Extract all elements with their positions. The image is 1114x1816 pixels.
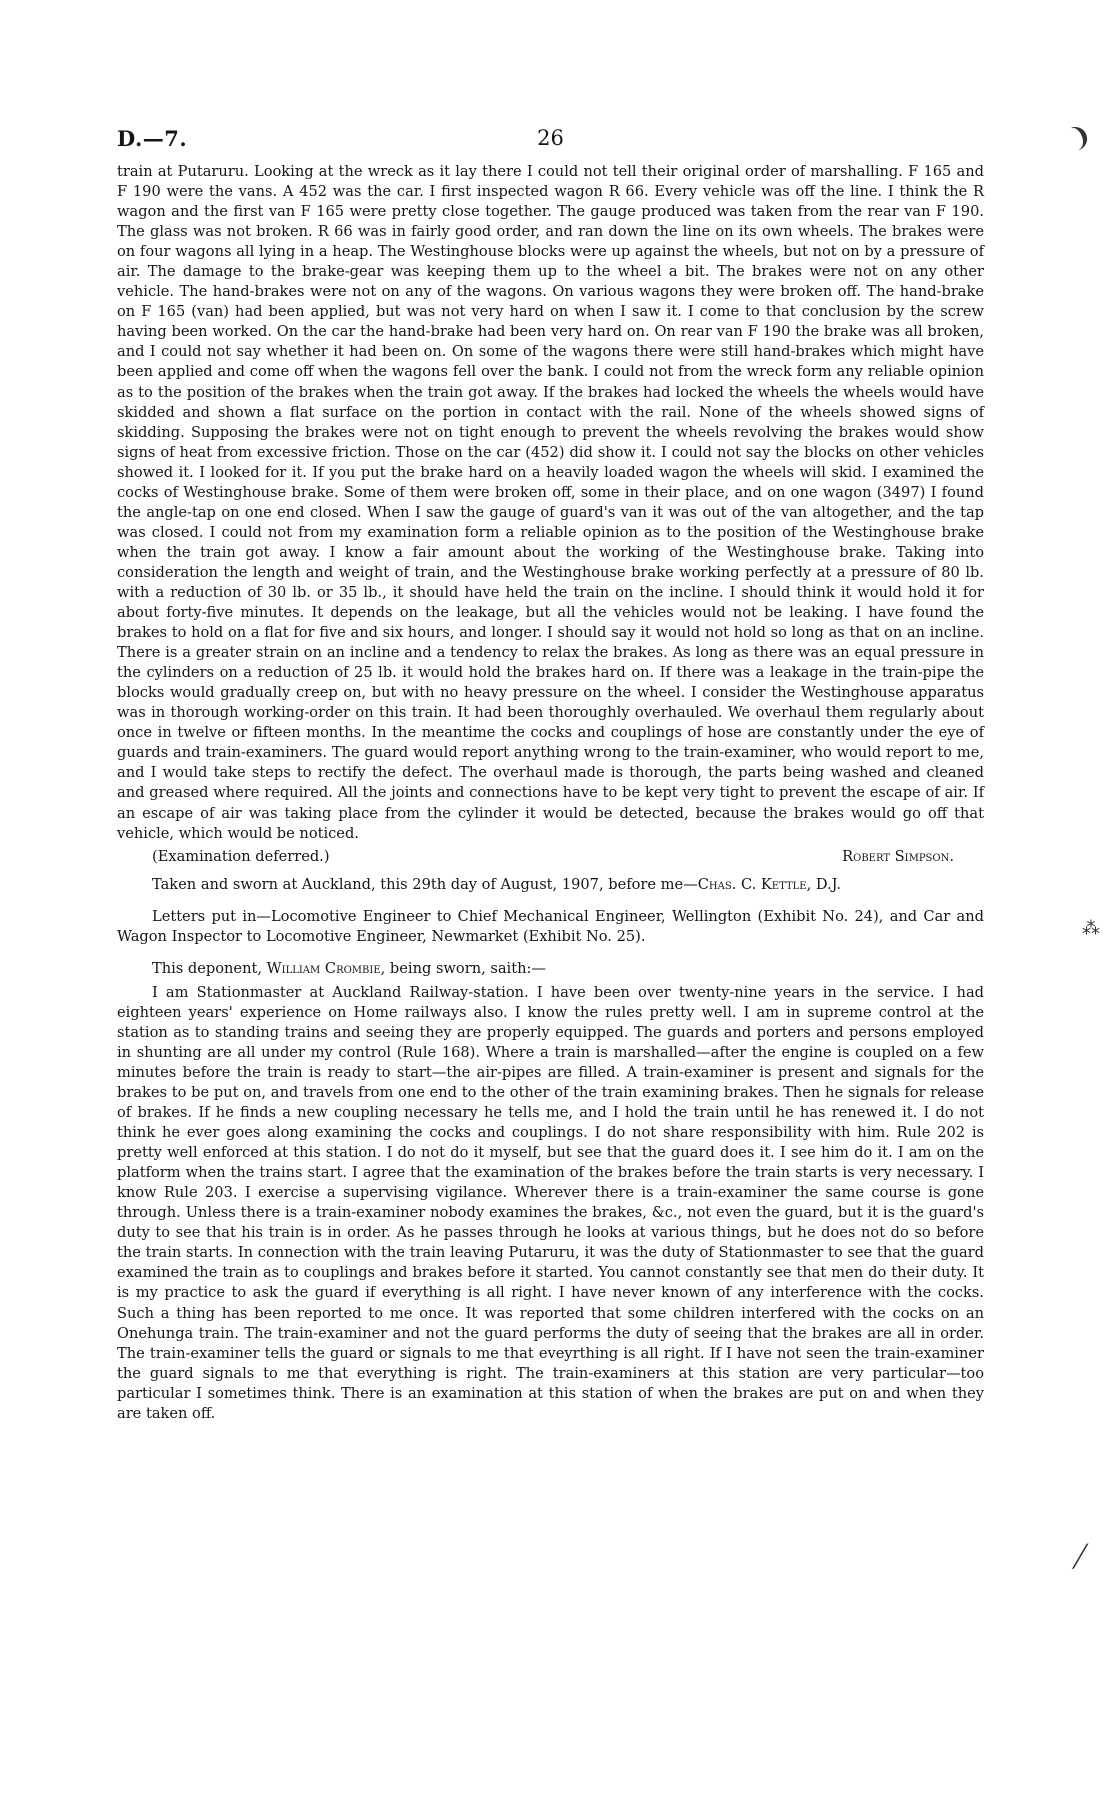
deponent-name: William Crombie xyxy=(266,959,381,977)
testimony-paragraph: train at Putaruru. Looking at the wreck as it lay there I could not tell their original order of marshalling. F 165 and F 190 were the vans. A 452 was the car. I first inspected wagon R 66. Every vehicle was off the line. I think the R wagon and the first van F 165 were pretty close together. The gauge produced was taken from the rear van F 190. The glass was not broken. R 66 was in fairly good order, and ran down the line on its own wheels. The brakes were on four wagons all lying in a heap. The Westinghouse blocks were up against the wheels, but not on by a pressure of air. The damage to the brake-gear was keeping them up to the wheel a bit. The brakes were not on any other vehicle. The hand-brakes were not on any of the wagons. On various wagons they were broken off. The hand-brake on F 165 (van) had been applied, but was not very hard on when I saw it. I come to that conclusion by the screw having been worked. On the car the hand-brake had been very hard on. On rear van F 190 the brake was all broken, and I could not say whether it had been on. On some of the wagons there were still hand-brakes which might have been applied and come off when the wagons fell over the bank. I could not from the wreck form any reliable opinion as to the position of the brakes when the train got away. If the brakes had locked the wheels the wheels would have skidded and shown a flat surface on the portion in contact with the rail. None of the wheels showed signs of skidding. Supposing the brakes were not on tight enough to prevent the wheels revolving the brakes would show signs of heat from excessive friction. Those on the car (452) did show it. I could not say the blocks on other vehicles showed it. I looked for it. If you put the brake hard on a heavily loaded wagon the wheels will skid. I examined the cocks of Westinghouse brake. Some of them were broken off, some in their place, and on one wagon (3497) I found the angle-tap on one end closed. When I saw the gauge of guard's van it was out of the van altogether, and the tap was closed. I could not from my examination form a reliable opinion as to the position of the Westinghouse brake when the train got away. I know a fair amount about the working of the Westinghouse brake. Taking into consideration the length and weight of train, and the Westinghouse brake working perfectly at a pressure of 80 lb. with a reduction of 30 lb. or 35 lb., it should have held the train on the incline. I should think it would hold it for about forty-five minutes. It depends on the leakage, but all the vehicles would not be leaking. I have found the brakes to hold on a flat for five and six hours, and longer. I should say it would not hold so long as that on an incline. There is a greater strain on an incline and a tendency to relax the brakes. As long as there was an equal pressure in the cylinders on a reduction of 25 lb. it would hold the brakes hard on. If there was a leakage in the train-pipe the blocks would gradually creep on, but with no heavy pressure on the wheel. I consider the Westinghouse apparatus was in thorough working-order on this train. It had been thoroughly overhauled. We overhaul them regularly about once in twelve or fifteen months. In the meantime the cocks and couplings of hose are constantly under the eye of guards and train-examiners. The guard would report anything wrong to the train-examiner, who would report to me, and I would take steps to rectify the defect. The overhaul made is thorough, the parts being washed and cleaned and greased where required. All the joints and connections have to be kept very tight to prevent the escape of air. If an escape of air was taking place from the cylinder it would be detected, because the brakes would go off that vehicle, which would be noticed. xyxy=(117,163,984,842)
body-text xyxy=(117,162,984,1424)
witness-signature: Robert Simpson. xyxy=(842,847,954,865)
page-number: 26 xyxy=(537,126,564,150)
crombie-testimony: I am Stationmaster at Auckland Railway-station. I have been over twenty-nine years in the service. I had eighteen years' experience on Home railways also. I know the rules pretty well. I am in supreme control at the station as to standing trains and seeing they are properly equipped. The guards and porters and persons employed in shunting are all under my control (Rule 168). Where a train is marshalled—after the engine is coupled on a few minutes before the train is ready to start—the air-pipes are filled. A train-examiner is present and signals for the brakes to be put on, and travels from one end to the other of the train examining brakes. Then he signals for release of brakes. If he finds a new coupling necessary he tells me, and I hold the train until he has renewed it. I do not think he ever goes along examining the cocks and couplings. I do not share responsibility with him. Rule 202 is pretty well enforced at this station. I do not do it myself, but see that the guard does it. I see him do it. I am on the platform when the trains start. I agree that the examination of the brakes before the train starts is very necessary. I know Rule 203. I exercise a supervising vigilance. Wherever there is a train-examiner the same course is gone through. Unless there is a train-examiner nobody examines the brakes, &c., not even the guard, but it is the guard's duty to see that his train is in order. As he passes through he looks at various things, but he does not do so before the train starts. In connection with the train leaving Putaruru, it was the duty of Stationmaster to see that the guard examined the train as to couplings and brakes before it started. You cannot constantly see that men do their duty. It is my practice to ask the guard if everything is all right. I have never known of any interference with the cocks. Such a thing has been reported to me once. It was reported that some children interfered with the cocks on an Onehunga train. The train-examiner and not the guard performs the duty of seeing that the brakes are all in order. The train-examiner tells the guard or signals to me that eveyrthing is all right. If I have not seen the train-examiner the guard signals to me that everything is right. The train-examiners at this station are very particular—too particular I sometimes think. There is an examination at this station of when the brakes are put on and when they are taken off. xyxy=(117,983,984,1422)
deponent-prefix: This deponent, xyxy=(152,959,267,977)
deponent-intro xyxy=(117,959,984,979)
examination-deferred-note: (Examination deferred.) xyxy=(152,847,330,865)
sworn-officer: Chas. C. Kettle xyxy=(697,875,807,893)
margin-pencil-mark: ⟋ xyxy=(1067,1538,1094,1577)
sworn-text: Taken and sworn at Auckland, this 29th day of August, 1907, before me— xyxy=(152,875,698,893)
page-header xyxy=(117,126,984,162)
signoff-line xyxy=(117,847,984,871)
letters-put-in: Letters put in—Locomotive Engineer to Chief Mechanical Engineer, Wellington (Exhibit No. 24), and Car and Wagon Inspector to Locomotive Engineer, Newmarket (Exhibit No. 25). xyxy=(117,907,984,945)
margin-ink-blot: ⁂ xyxy=(1082,918,1100,939)
document-page xyxy=(117,126,984,1424)
document-reference: D.—7. xyxy=(117,126,188,151)
sworn-suffix: , D.J. xyxy=(806,875,842,893)
deponent-suffix: , being sworn, saith:— xyxy=(380,959,546,977)
margin-pencil-mark: ❩ xyxy=(1065,119,1097,155)
sworn-statement xyxy=(117,875,984,895)
